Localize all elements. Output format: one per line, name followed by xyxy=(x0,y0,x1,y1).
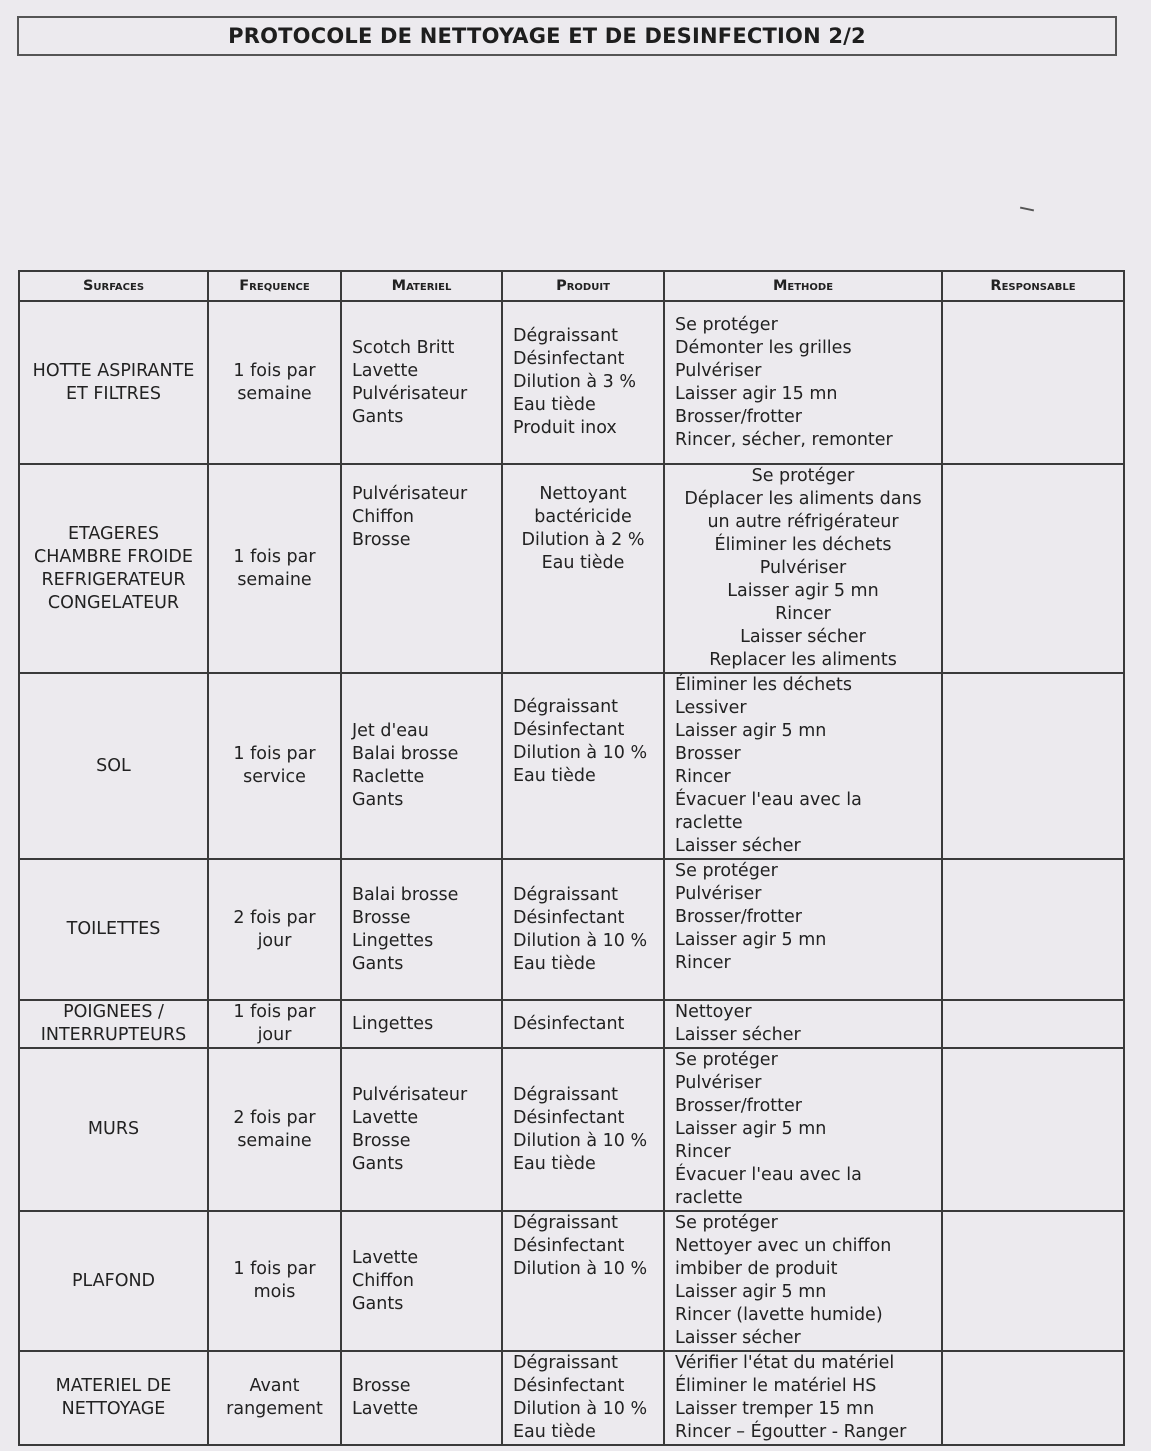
methode-line: Éliminer les déchets xyxy=(714,535,892,555)
methode-cell xyxy=(664,1211,942,1351)
responsable-cell[interactable] xyxy=(942,1351,1124,1445)
methode-line: Rincer xyxy=(675,953,731,973)
surface-line: ET FILTRES xyxy=(66,383,161,404)
responsable-cell[interactable] xyxy=(942,673,1124,859)
produit-cell xyxy=(502,1351,664,1445)
methode-line: Se protéger xyxy=(675,1213,778,1233)
frequence-line: 1 fois par xyxy=(233,1259,316,1279)
surface-line: INTERRUPTEURS xyxy=(40,1025,187,1045)
header-frequence: Frequence xyxy=(208,271,341,301)
materiel-line: Lavette xyxy=(352,1107,419,1128)
produit-line: Désinfectant xyxy=(513,1107,625,1128)
produit-line: Dilution à 10 % xyxy=(513,743,648,763)
materiel-line: Gants xyxy=(352,790,404,810)
produit-line: Eau tiède xyxy=(513,1422,596,1442)
produit-line: Dégraissant xyxy=(513,884,619,905)
produit-line: Dilution à 10 % xyxy=(513,1259,648,1279)
methode-line: Laisser agir 5 mn xyxy=(675,1282,827,1302)
materiel-line: Gants xyxy=(352,1293,404,1314)
surface-line: TOILETTES xyxy=(66,919,161,939)
table-row xyxy=(19,1351,1124,1445)
produit-line: Dégraissant xyxy=(513,697,619,717)
responsable-cell[interactable] xyxy=(942,1048,1124,1211)
frequence-cell xyxy=(208,859,341,1000)
frequence-line: rangement xyxy=(226,1399,323,1419)
responsable-cell[interactable] xyxy=(942,1211,1124,1351)
produit-line: Eau tiède xyxy=(513,395,596,415)
materiel-line: Lingettes xyxy=(352,930,434,951)
produit-line: Désinfectant xyxy=(513,1236,625,1256)
produit-cell xyxy=(502,1000,664,1048)
protocol-table xyxy=(18,270,1125,1446)
surface-line: POIGNEES / xyxy=(63,1002,164,1022)
materiel-cell xyxy=(341,464,502,673)
frequence-cell xyxy=(208,301,341,464)
header-produit: Produit xyxy=(502,271,664,301)
materiel-line: Brosse xyxy=(352,907,411,928)
frequence-line: 1 fois par xyxy=(233,744,316,764)
methode-line: Évacuer l'eau avec la xyxy=(675,1165,862,1185)
materiel-line: Brosse xyxy=(352,1130,411,1151)
table-row xyxy=(19,1000,1124,1048)
methode-cell xyxy=(664,464,942,673)
methode-line: Laisser agir 5 mn xyxy=(727,581,879,601)
materiel-line: Brosse xyxy=(352,530,411,550)
methode-line: Laisser sécher xyxy=(675,1328,801,1348)
methode-line: Laisser sécher xyxy=(740,627,866,647)
frequence-line: semaine xyxy=(237,383,312,404)
materiel-line: Jet d'eau xyxy=(352,721,429,741)
table-row xyxy=(19,464,1124,673)
produit-line: bactéricide xyxy=(534,507,632,527)
methode-line: Démonter les grilles xyxy=(675,337,852,358)
materiel-line: Balai brosse xyxy=(352,744,459,764)
surface-cell xyxy=(19,673,208,859)
surface-cell xyxy=(19,1048,208,1211)
surface-line: SOL xyxy=(96,755,131,776)
methode-line: Nettoyer avec un chiffon xyxy=(675,1236,892,1256)
frequence-line: semaine xyxy=(237,569,312,590)
frequence-line: 2 fois par xyxy=(233,907,316,928)
frequence-line: jour xyxy=(257,930,292,951)
methode-line: Rincer xyxy=(675,1142,731,1162)
produit-line: Désinfectant xyxy=(513,720,625,740)
surface-cell xyxy=(19,859,208,1000)
produit-line: Eau tiède xyxy=(513,766,596,786)
methode-line: un autre réfrigérateur xyxy=(707,512,899,532)
header-row xyxy=(19,271,1124,301)
materiel-line: Gants xyxy=(352,953,404,974)
materiel-line: Lavette xyxy=(352,1247,419,1268)
responsable-cell[interactable] xyxy=(942,1000,1124,1048)
methode-cell xyxy=(664,859,942,1000)
surface-line: CONGELATEUR xyxy=(47,592,180,613)
methode-line: Laisser agir 5 mn xyxy=(675,721,827,741)
stray-mark xyxy=(1020,207,1034,212)
surface-line: CHAMBRE FROIDE xyxy=(34,546,193,567)
materiel-cell xyxy=(341,859,502,1000)
produit-cell xyxy=(502,301,664,464)
frequence-line: service xyxy=(243,767,306,787)
frequence-line: Avant xyxy=(249,1376,300,1396)
materiel-line: Pulvérisateur xyxy=(352,383,468,404)
table-row xyxy=(19,1048,1124,1211)
methode-line: Brosser/frotter xyxy=(675,1096,802,1116)
materiel-line: Chiffon xyxy=(352,507,415,527)
surface-cell xyxy=(19,1351,208,1445)
methode-line: Laisser agir 15 mn xyxy=(675,383,838,404)
materiel-line: Gants xyxy=(352,1153,404,1174)
materiel-line: Brosse xyxy=(352,1376,411,1396)
surface-cell xyxy=(19,464,208,673)
methode-line: Vérifier l'état du matériel xyxy=(675,1353,895,1373)
frequence-line: mois xyxy=(253,1282,296,1302)
produit-line: Désinfectant xyxy=(513,349,625,369)
produit-cell xyxy=(502,673,664,859)
title-box xyxy=(17,16,1117,56)
materiel-line: Balai brosse xyxy=(352,884,459,905)
materiel-line: Lavette xyxy=(352,360,419,381)
materiel-line: Raclette xyxy=(352,767,425,787)
methode-line: Se protéger xyxy=(675,861,778,881)
produit-line: Eau tiède xyxy=(541,553,625,573)
produit-line: Dilution à 3 % xyxy=(513,372,636,392)
frequence-line: semaine xyxy=(237,1130,312,1151)
methode-line: Éliminer les déchets xyxy=(675,675,852,695)
materiel-line: Lavette xyxy=(352,1399,419,1419)
produit-cell xyxy=(502,1211,664,1351)
produit-line: Eau tiède xyxy=(513,1153,596,1174)
methode-line: Brosser xyxy=(675,744,741,764)
methode-line: Laisser agir 5 mn xyxy=(675,1119,827,1139)
produit-line: Désinfectant xyxy=(513,1376,625,1396)
methode-line: Se protéger xyxy=(675,1050,778,1070)
methode-line: Nettoyer xyxy=(675,1002,752,1022)
surface-line: NETTOYAGE xyxy=(61,1399,166,1419)
surface-line: PLAFOND xyxy=(71,1270,156,1291)
materiel-line: Lingettes xyxy=(352,1013,434,1034)
methode-line: Rincer xyxy=(775,604,831,624)
methode-line: imbiber de produit xyxy=(675,1259,838,1279)
responsable-cell[interactable] xyxy=(942,859,1124,1000)
materiel-cell xyxy=(341,673,502,859)
surface-line: REFRIGERATEUR xyxy=(41,569,186,590)
methode-line: raclette xyxy=(675,1188,743,1208)
methode-cell xyxy=(664,301,942,464)
methode-line: Évacuer l'eau avec la xyxy=(675,790,862,810)
frequence-cell xyxy=(208,1351,341,1445)
materiel-cell xyxy=(341,1211,502,1351)
materiel-cell xyxy=(341,301,502,464)
produit-cell xyxy=(502,1048,664,1211)
methode-line: Rincer, sécher, remonter xyxy=(675,429,893,450)
table-row xyxy=(19,301,1124,464)
table-row xyxy=(19,673,1124,859)
methode-line: Replacer les aliments xyxy=(709,650,897,670)
materiel-line: Gants xyxy=(352,406,404,427)
produit-line: Produit inox xyxy=(513,418,617,438)
frequence-line: jour xyxy=(257,1025,292,1045)
methode-cell xyxy=(664,1000,942,1048)
methode-line: Lessiver xyxy=(675,698,747,718)
produit-line: Dégraissant xyxy=(513,326,619,346)
methode-line: Laisser agir 5 mn xyxy=(675,930,827,950)
methode-line: Laisser sécher xyxy=(675,836,801,856)
surface-cell xyxy=(19,1000,208,1048)
methode-line: Rincer (lavette humide) xyxy=(675,1305,883,1325)
produit-cell xyxy=(502,464,664,673)
methode-line: Rincer xyxy=(675,767,731,787)
frequence-cell xyxy=(208,1048,341,1211)
methode-cell xyxy=(664,1351,942,1445)
methode-line: Laisser sécher xyxy=(675,1025,801,1045)
page-title: PROTOCOLE DE NETTOYAGE ET DE DESINFECTION 2/2 xyxy=(228,24,866,48)
frequence-line: 2 fois par xyxy=(233,1107,316,1128)
methode-line: raclette xyxy=(675,813,743,833)
methode-line: Rincer – Égoutter - Ranger xyxy=(675,1422,907,1442)
produit-line: Dégraissant xyxy=(513,1353,619,1373)
methode-line: Pulvériser xyxy=(675,360,762,381)
surface-line: ETAGERES xyxy=(68,523,159,544)
methode-line: Se protéger xyxy=(675,314,778,335)
materiel-line: Pulvérisateur xyxy=(352,484,468,504)
produit-line: Dilution à 10 % xyxy=(513,1399,648,1419)
frequence-cell xyxy=(208,673,341,859)
surface-line: HOTTE ASPIRANTE xyxy=(32,360,195,381)
frequence-line: 1 fois par xyxy=(233,1002,316,1022)
header-materiel: Materiel xyxy=(341,271,502,301)
surface-line: MURS xyxy=(87,1119,140,1139)
methode-line: Pulvériser xyxy=(759,558,847,578)
methode-line: Laisser tremper 15 mn xyxy=(675,1399,875,1419)
methode-line: Brosser/frotter xyxy=(675,907,802,927)
produit-line: Dilution à 2 % xyxy=(521,530,645,550)
materiel-cell xyxy=(341,1000,502,1048)
surface-cell xyxy=(19,301,208,464)
methode-cell xyxy=(664,1048,942,1211)
frequence-cell xyxy=(208,1000,341,1048)
materiel-line: Scotch Britt xyxy=(352,337,455,358)
produit-line: Dégraissant xyxy=(513,1213,619,1233)
header-responsable: Responsable xyxy=(942,271,1124,301)
frequence-cell xyxy=(208,464,341,673)
methode-line: Brosser/frotter xyxy=(675,406,802,427)
methode-line: Se protéger xyxy=(751,466,855,486)
produit-line: Désinfectant xyxy=(513,907,625,928)
frequence-line: 1 fois par xyxy=(233,546,316,567)
header-surfaces: Surfaces xyxy=(19,271,208,301)
materiel-cell xyxy=(341,1048,502,1211)
methode-line: Pulvériser xyxy=(675,1073,762,1093)
produit-line: Désinfectant xyxy=(513,1013,625,1034)
produit-line: Dilution à 10 % xyxy=(513,1130,648,1151)
surface-cell xyxy=(19,1211,208,1351)
materiel-cell xyxy=(341,1351,502,1445)
responsable-cell[interactable] xyxy=(942,301,1124,464)
responsable-cell[interactable] xyxy=(942,464,1124,673)
surface-line: MATERIEL DE xyxy=(55,1376,172,1396)
materiel-line: Pulvérisateur xyxy=(352,1084,468,1105)
produit-line: Dégraissant xyxy=(513,1084,619,1105)
frequence-cell xyxy=(208,1211,341,1351)
materiel-line: Chiffon xyxy=(352,1270,415,1291)
methode-line: Pulvériser xyxy=(675,884,762,904)
table-row xyxy=(19,859,1124,1000)
methode-cell xyxy=(664,673,942,859)
frequence-line: 1 fois par xyxy=(233,360,316,381)
produit-line: Dilution à 10 % xyxy=(513,930,648,951)
produit-line: Nettoyant xyxy=(539,484,627,504)
produit-cell xyxy=(502,859,664,1000)
produit-line: Eau tiède xyxy=(513,953,596,974)
header-methode: Methode xyxy=(664,271,942,301)
methode-line: Déplacer les aliments dans xyxy=(684,489,922,509)
methode-line: Éliminer le matériel HS xyxy=(675,1376,877,1396)
table-row xyxy=(19,1211,1124,1351)
